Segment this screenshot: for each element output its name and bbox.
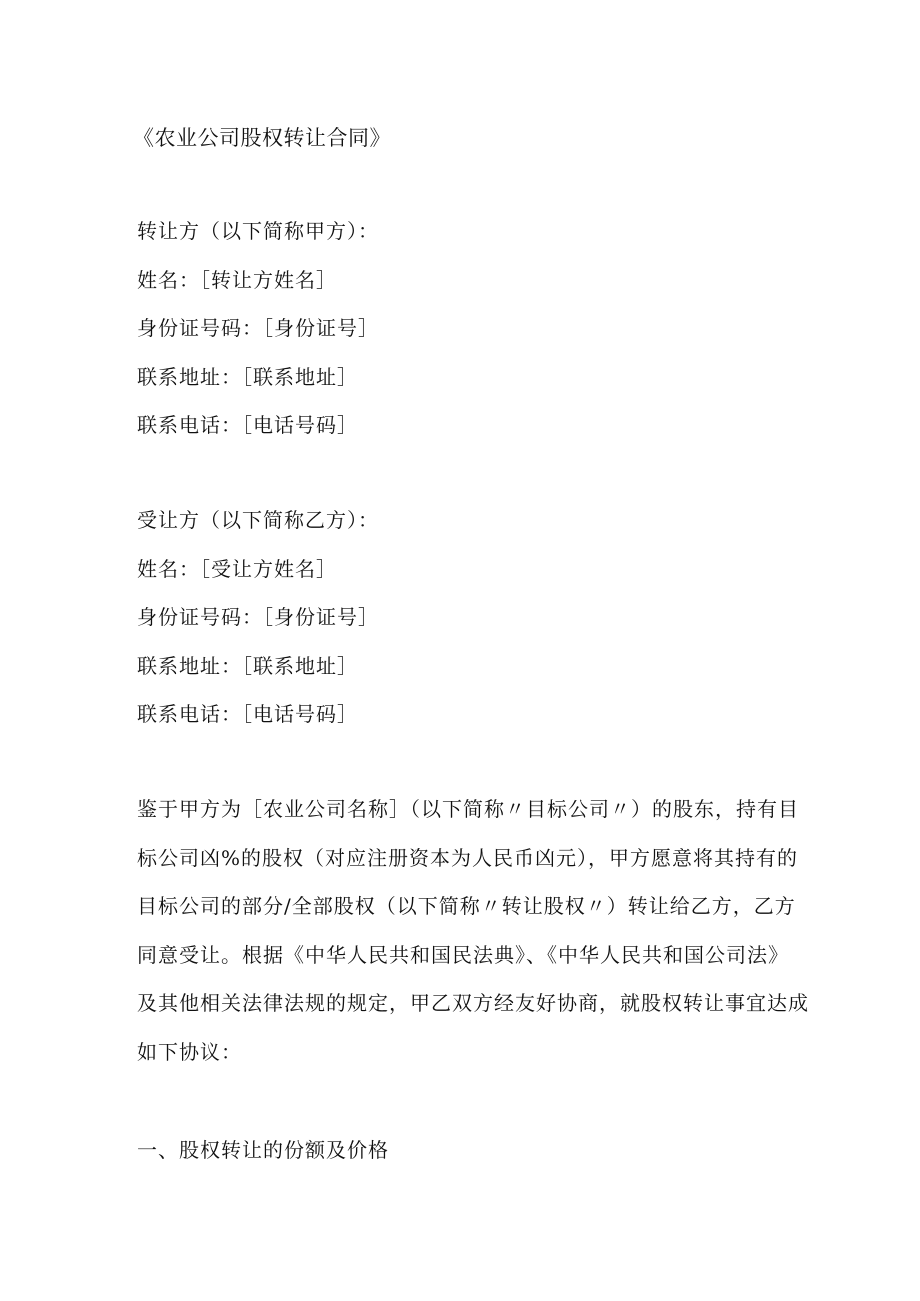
preamble-line: 如下协议： — [137, 1039, 242, 1064]
party-a-name: 姓名：［转让方姓名］ — [137, 267, 337, 292]
party-b-address: 联系地址：［联系地址］ — [137, 653, 358, 678]
party-b-block — [137, 496, 379, 739]
party-b-heading: 受让方（以下简称乙方）： — [137, 508, 379, 532]
preamble-line: 标公司凶%的股权（对应注册资本为人民币凶元），甲方愿意将其持有的 — [137, 845, 799, 870]
preamble-line: 鉴于甲方为［农业公司名称］（以下简称〃目标公司〃）的股东，持有目 — [137, 797, 799, 821]
party-a-heading: 转让方（以下简称甲方）： — [137, 219, 379, 243]
party-a-address: 联系地址：［联系地址］ — [137, 364, 358, 389]
document-title: 《农业公司股权转让合同》 — [133, 126, 391, 150]
party-a-block — [137, 207, 379, 450]
party-a-phone: 联系电话：［电话号码］ — [137, 413, 358, 437]
party-b-name: 姓名：［受让方姓名］ — [137, 556, 337, 581]
party-b-phone: 联系电话：［电话号码］ — [137, 702, 358, 726]
preamble-line: 及其他相关法律法规的规定，甲乙双方经友好协商，就股权转让事宜达成 — [137, 991, 809, 1015]
preamble-line: 同意受让。根据《中华人民共和国民法典》、《中华人民共和国公司法》 — [137, 942, 789, 967]
party-b-id-number: 身份证号码：［身份证号］ — [137, 605, 379, 629]
preamble-line: 目标公司的部分/全部股权（以下简称〃转让股权〃）转让给乙方，乙方 — [137, 894, 796, 918]
preamble-paragraph — [137, 785, 809, 1076]
party-a-id-number: 身份证号码：［身份证号］ — [137, 316, 379, 340]
section-1-heading: 一、股权转让的份额及价格 — [137, 1138, 389, 1162]
